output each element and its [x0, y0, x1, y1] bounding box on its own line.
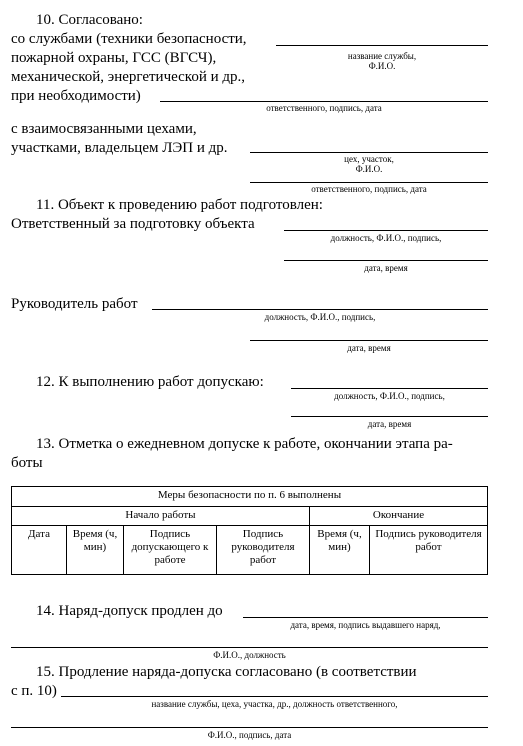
work-leader-datetime-line[interactable]	[250, 340, 488, 341]
col-sig-leader-start: Подпись руководителя работ	[217, 526, 310, 575]
preparation-responsible-line[interactable]	[284, 230, 488, 231]
work-leader-line[interactable]	[152, 309, 488, 310]
caption-approval-signature: Ф.И.О., подпись, дата	[207, 730, 292, 740]
caption-shop: цех, участок,	[344, 154, 394, 164]
section-11-heading: 11. Объект к проведению работ подготовлен:	[36, 197, 323, 213]
section-10-line-6: участками, владельцем ЛЭП и др.	[11, 140, 228, 156]
section-10-line-4: при необходимости)	[11, 88, 141, 104]
caption-fio-2: Ф.И.О.	[355, 164, 383, 174]
table-title: Меры безопасности по п. 6 выполнены	[12, 487, 488, 507]
section-10-heading: 10. Согласовано:	[36, 12, 143, 28]
caption-position-3: должность, Ф.И.О., подпись,	[334, 391, 445, 401]
section-15-heading: 15. Продление наряда-допуска согласовано (в соответствии	[36, 664, 417, 680]
caption-responsible: ответственного, подпись, дата	[266, 103, 382, 113]
shops-responsible-line[interactable]	[250, 182, 488, 183]
services-signature-line[interactable]	[276, 45, 488, 46]
caption-extension: дата, время, подпись выдавшего наряд,	[290, 620, 441, 630]
section-10-line-3: механической, энергетической и др.,	[11, 69, 246, 85]
daily-admission-table	[11, 486, 488, 575]
section-10-line-1: со службами (техники безопасности,	[11, 31, 247, 47]
caption-datetime-3: дата, время	[367, 419, 412, 429]
shops-signature-line[interactable]	[250, 152, 488, 153]
section-13-heading: 13. Отметка о ежедневном допуске к работе, окончании этапа ра-	[36, 436, 453, 452]
approval-signature-line[interactable]	[11, 727, 488, 728]
work-leader-label: Руководитель работ	[11, 296, 138, 312]
table-end-header: Окончание	[310, 507, 488, 526]
section-10-line-5: с взаимосвязанными цехами,	[11, 121, 197, 137]
col-sig-admitter: Подпись допускающего к работе	[124, 526, 217, 575]
col-time-start: Время (ч, мин)	[67, 526, 124, 575]
caption-datetime: дата, время	[364, 263, 408, 273]
caption-responsible-2: ответственного, подпись, дата	[311, 184, 427, 194]
caption-datetime-2: дата, время	[347, 343, 391, 353]
section-15-heading-cont: с п. 10)	[11, 683, 57, 699]
caption-position: должность, Ф.И.О., подпись,	[330, 233, 442, 243]
caption-fio: Ф.И.О.	[368, 61, 396, 71]
section-12-heading: 12. К выполнению работ допускаю:	[36, 374, 264, 390]
extension-line[interactable]	[243, 617, 488, 618]
preparation-responsible-label: Ответственный за подготовку объекта	[11, 216, 255, 232]
section-10-line-2: пожарной охраны, ГСС (ВГСЧ),	[11, 50, 217, 66]
preparation-datetime-line[interactable]	[284, 260, 488, 261]
admitter-line[interactable]	[291, 388, 488, 389]
admitter-datetime-line[interactable]	[291, 416, 488, 417]
col-time-end: Время (ч, мин)	[310, 526, 370, 575]
section-13-heading-cont: боты	[11, 455, 43, 471]
col-sig-leader-end: Подпись руководителя работ	[370, 526, 488, 575]
caption-extension-fio: Ф.И.О., должность	[213, 650, 286, 660]
table-start-header: Начало работы	[12, 507, 310, 526]
caption-approval: название службы, цеха, участка, др., должность ответственного,	[151, 699, 398, 709]
col-date: Дата	[12, 526, 67, 575]
caption-position-2: должность, Ф.И.О., подпись,	[264, 312, 376, 322]
caption-service-name: название службы,	[347, 51, 417, 61]
services-responsible-line[interactable]	[160, 101, 488, 102]
section-14-heading: 14. Наряд-допуск продлен до	[36, 603, 223, 619]
approval-line[interactable]	[61, 696, 488, 697]
extension-fio-line[interactable]	[11, 647, 488, 648]
